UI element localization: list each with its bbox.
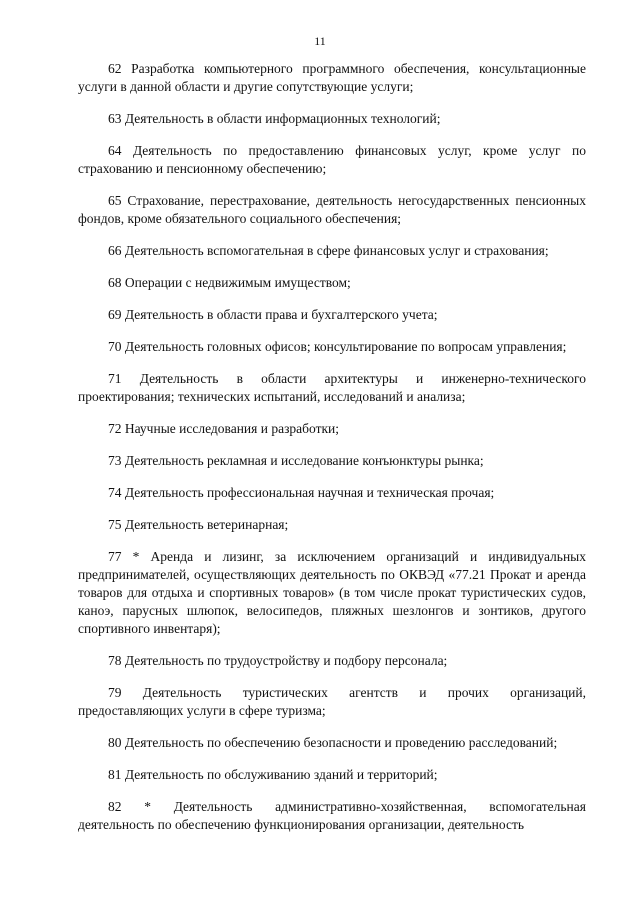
list-item: 78 Деятельность по трудоустройству и подбору персонала; xyxy=(108,653,448,668)
list-item: 63 Деятельность в области информационных технологий; xyxy=(108,111,441,126)
list-item: 79 Деятельность туристических агентств и прочих организаций, предоставляющих услуги в сфере туризма; xyxy=(78,685,586,718)
list-item: 70 Деятельность головных офисов; консультирование по вопросам управления; xyxy=(108,339,567,354)
list-item: 71 Деятельность в области архитектуры и инженерно-технического проектирования; технических испытаний, исследований и анализа; xyxy=(78,371,586,404)
list-item: 81 Деятельность по обслуживанию зданий и территорий; xyxy=(108,767,438,782)
list-item: 64 Деятельность по предоставлению финансовых услуг, кроме услуг по страхованию и пенсионному обеспечению; xyxy=(78,143,586,176)
list-item: 75 Деятельность ветеринарная; xyxy=(108,517,289,532)
list-item: 80 Деятельность по обеспечению безопасности и проведению расследований; xyxy=(108,735,558,750)
list-item: 65 Страхование, перестрахование, деятельность негосударственных пенсионных фондов, кроме обязательного социального обеспечения; xyxy=(78,193,586,226)
document-body xyxy=(78,60,586,847)
list-item: 62 Разработка компьютерного программного обеспечения, консультационные услуги в данной области и другие сопутствующие услуги; xyxy=(78,61,586,94)
list-item: 66 Деятельность вспомогательная в сфере финансовых услуг и страхования; xyxy=(108,243,549,258)
list-item: 82 * Деятельность административно-хозяйственная, вспомогательная деятельность по обеспечению функционирования организации, деятельность xyxy=(78,799,586,832)
list-item: 74 Деятельность профессиональная научная и техническая прочая; xyxy=(108,485,495,500)
list-item: 72 Научные исследования и разработки; xyxy=(108,421,340,436)
list-item: 73 Деятельность рекламная и исследование конъюнктуры рынка; xyxy=(108,453,484,468)
list-item: 69 Деятельность в области права и бухгалтерского учета; xyxy=(108,307,438,322)
list-item: 68 Операции с недвижимым имуществом; xyxy=(108,275,351,290)
page-number: 11 xyxy=(314,34,326,48)
list-item: 77 * Аренда и лизинг, за исключением организаций и индивидуальных предпринимателей, осуществляющих деятельность по ОКВЭД «77.21 Прокат и аренда товаров для отдыха и спортивных товаров» (в том числе прокат туристических судов, каноэ, парусных шлюпок, велосипедов, пляжных шезлонгов и зонтиков, другого спортивного инвентаря); xyxy=(78,549,586,636)
